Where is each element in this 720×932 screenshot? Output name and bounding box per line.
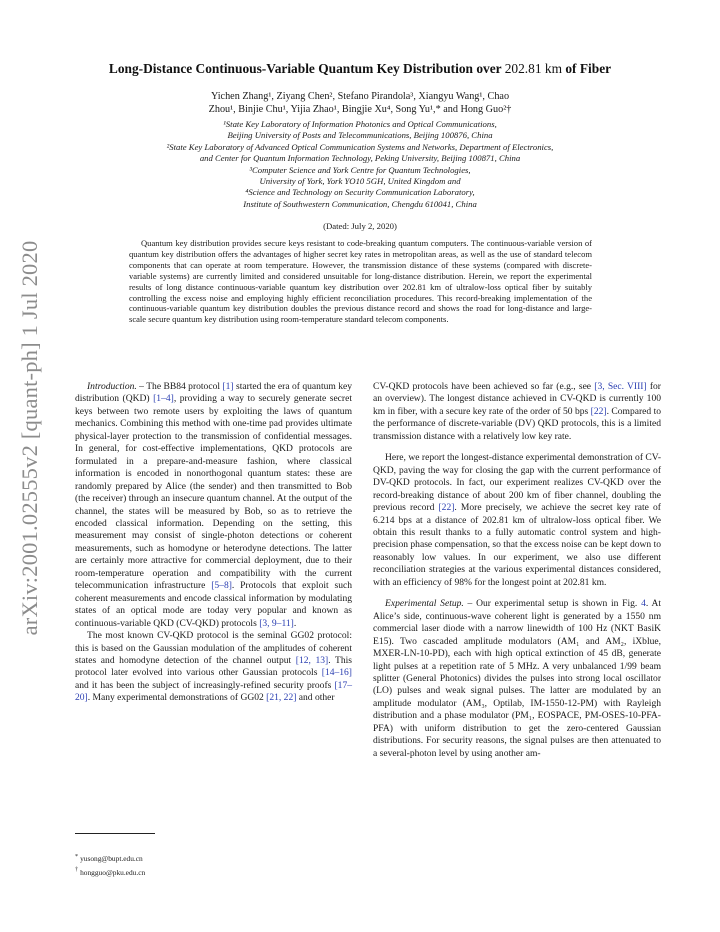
arxiv-side-stamp bbox=[10, 228, 50, 648]
cvqkd-overview-paragraph: CV-QKD protocols have been achieved so far (e.g., see [3, Sec. VIII] for an overview). The longest distance achieved in CV-QKD is currently 100 km in fiber, with a secure key rate of the order of 50 bps [22]. Compared to the performance of discrete-variable (DV) QKD protocols, this is a limited transmission distance with a relatively low key rate. bbox=[373, 381, 661, 442]
citation-link[interactable]: [14–16] bbox=[321, 667, 352, 679]
left-column bbox=[75, 381, 352, 705]
authors-line: Yichen Zhang¹, Ziyang Chen², Stefano Pirandola³, Xiangyu Wang¹, Chao bbox=[210, 91, 510, 102]
citation-link[interactable]: [5–8] bbox=[211, 580, 232, 592]
footnote-email[interactable]: hongguo@pku.edu.cn bbox=[80, 867, 146, 877]
footnote-rule bbox=[75, 833, 155, 834]
section-label-setup: Experimental Setup. bbox=[385, 598, 464, 610]
abstract: Quantum key distribution provides secure keys resistant to code-breaking quantum computers. The continuous-variable version of quantum key distribution offers the advantages of higher secret key rates in metropolitan areas, as well as the use of standard telecom components that can operate at room temperature. However, the transmission distance of these systems (compared with discrete-variable systems) are currently limited and considered unsuitable for long-distance distribution. Herein, we report the experimental results of long distance continuous-variable quantum key distribution over 202.81 km of ultralow-loss optical fiber by suitably controlling the excess noise and employing highly efficient reconciliation procedures. This record-breaking implementation of the continuous-variable quantum key distribution doubles the previous distance record and shows the road for long-distance and large-scale secure quantum key distribution using room-temperature standard telecom components. bbox=[129, 238, 592, 325]
citation-link[interactable]: [3, Sec. VIII] bbox=[594, 381, 647, 392]
setup-paragraph: Experimental Setup. – Our experimental setup is shown in Fig. 4. At Alice’s side, continuous-wave coherent light is generated by a 1550 nm commercial laser diode with a narrow linewidth of 100 Hz (NKT BasiK E15). Two cascaded amplitude modulators (AM₁ and AM₂, iXblue, MXER-LN-10-PD), each with high optical extinction of 45 dB, generate light pulses at a repetition rate of 5 MHz. A very unbalanced 1/99 beam splitter (General Photonics) divides the pulses into strong local oscillator (LO) pulses and weak signal pulses. The latter are modulated by an amplitude modulator (AM₃, Optilab, IM-1550-12-PM) with Rayleigh distribution and a phase modulator (PM₁, EOSPACE, PM-OSES-10-PFA-PFA) with uniform distribution to get the zero-centered Gaussian distributions. For security reasons, the signal pulses are then attenuated to a several-photon level by using another am- bbox=[373, 598, 662, 759]
arxiv-identifier: arXiv:2001.02555v2 [quant-ph] 1 Jul 2020 bbox=[17, 240, 42, 636]
title-text: Long-Distance Continuous-Variable Quantum Key Distribution over bbox=[108, 61, 505, 76]
affiliation-line: ⁴Science and Technology on Security Communication Laboratory, bbox=[245, 187, 475, 198]
authors-line: Zhou¹, Binjie Chu¹, Yijia Zhao¹, Bingjie Xu⁴, Song Yu¹,* and Hong Guo²† bbox=[208, 104, 512, 115]
figure-link[interactable]: 4 bbox=[641, 598, 646, 610]
citation-link[interactable]: [12, 13] bbox=[295, 654, 329, 666]
citation-link[interactable]: [22] bbox=[590, 405, 607, 417]
citation-link[interactable]: [1–4] bbox=[153, 393, 174, 405]
section-label-introduction: Introduction. bbox=[87, 381, 137, 392]
footnote-email[interactable]: yusong@bupt.edu.cn bbox=[80, 854, 143, 864]
title-distance: 202.81 km bbox=[504, 61, 562, 76]
citation-link[interactable]: [3, 9–11] bbox=[259, 617, 294, 629]
citation-link[interactable]: [17–20] bbox=[75, 679, 352, 704]
citation-link[interactable]: [1] bbox=[222, 381, 234, 392]
paper-title bbox=[60, 61, 660, 77]
right-column bbox=[373, 381, 661, 760]
affiliation-line: ³Computer Science and York Centre for Quantum Technologies, bbox=[249, 164, 471, 175]
affiliation-line: ¹State Key Laboratory of Information Photonics and Optical Communications, bbox=[223, 119, 497, 129]
intro-paragraph: Introduction. – The BB84 protocol [1] started the era of quantum key distribution (QKD) [1–4], providing a way to securely generate secret keys between two remote users by exploiting the laws of quantum mechanics. Combining this method with one-time pad provides ultimate physical-layer protection to the transmission of confidential messages. In general, for cost-effective implementations, QKD protocols are formulated in a prepare-and-measure fashion, where classical information is encoded in nonorthogonal quantum states: these are randomly prepared by Alice (the sender) and then transmitted to Bob (the receiver) through an insecure quantum channel. At the output of the channel, the states will be measured by Bob, so as to retrieve the encoded classical information. Depending on the setting, this measurement may consist of single-photon detections or coherent measurements, such as homodyne or heterodyne detections. The latter are certainly more attractive for commercial deployment, due to their room-temperature operation and compatibility with the current telecommunication infrastructure [5–8]. Protocols that exploit such coherent measurements and encode classical information by modulating states of an optical mode are today very popular and known as continuous-variable QKD (CV-QKD) protocols [3, 9–11]. bbox=[75, 381, 352, 629]
affiliation-line: ²State Key Laboratory of Advanced Optical Communication Systems and Networks, Department of Electronics, bbox=[166, 141, 554, 152]
citation-link[interactable]: [22] bbox=[438, 502, 455, 514]
footnotes bbox=[75, 852, 145, 879]
affiliation-line: Beijing University of Posts and Telecommunications, Beijing 100876, China bbox=[227, 130, 493, 141]
date-line: (Dated: July 2, 2020) bbox=[323, 221, 397, 231]
affiliation-line: and Center for Quantum Information Technology, Peking University, Beijing 100871, China bbox=[199, 153, 521, 164]
author-list bbox=[90, 90, 630, 116]
title-suffix: of Fiber bbox=[562, 61, 612, 76]
affiliation-line: Institute of Southwestern Communication, Chengdu 610041, China bbox=[243, 198, 477, 209]
footnote: * yusong@bupt.edu.cn bbox=[75, 854, 143, 864]
results-paragraph: Here, we report the longest-distance experimental demonstration of CV-QKD, paving the way for closing the gap with the current performance of DV-QKD protocols. In fact, our experiment realizes CV-QKD over the record-breaking distance of about 200 km of fiber channel, doubling the previous record [22]. More precisely, we achieve the secret key rate of 6.214 bps at a distance of 202.81 km of ultralow-loss optical fiber. We obtain this result thanks to a fully automatic control system and high-precision phase compensation, so that the excess noise can be kept down to reasonably low values. In our experiment, we also use different reconciliation strategies at the various experimental distances considered, with an efficiency of 98% for the longest point at 202.81 km. bbox=[373, 452, 661, 588]
affiliations bbox=[70, 119, 650, 210]
affiliation-line: University of York, York YO10 5GH, United Kingdom and bbox=[259, 176, 461, 187]
citation-link[interactable]: [21, 22] bbox=[266, 692, 297, 704]
footnote: † hongguo@pku.edu.cn bbox=[75, 867, 146, 877]
gg02-paragraph: The most known CV-QKD protocol is the seminal GG02 protocol: this is based on the Gaussian modulation of the amplitudes of coherent states and homodyne detection of the channel output [12, 13]. This protocol later evolved into various other Gaussian protocols [14–16] and it has been the subject of increasingly-refined security proofs [17–20]. Many experimental demonstrations of GG02 [21, 22] and other bbox=[75, 630, 352, 704]
